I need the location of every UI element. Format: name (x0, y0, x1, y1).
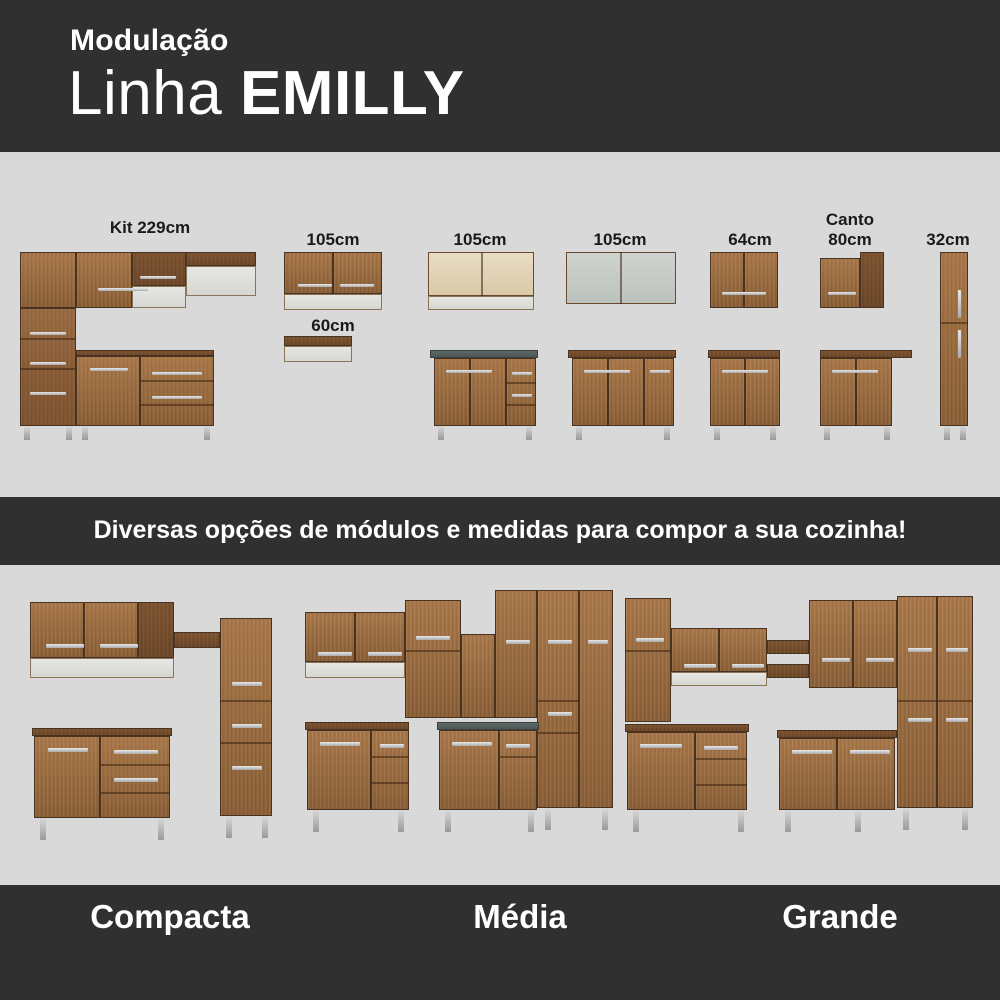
media-handle-d (588, 640, 608, 644)
canto80-lower-top (820, 350, 912, 358)
media-upper-handle-1 (318, 652, 352, 656)
grande-upper-handle-1 (684, 664, 716, 668)
kit-upper-shelf-top (186, 252, 256, 266)
balcao105b-handle-1 (584, 370, 630, 373)
media-lower-handle-1 (320, 742, 360, 746)
canto80-lower-door-2 (856, 358, 892, 426)
kit-upper-door-3 (132, 252, 186, 286)
compacta-upper-3 (138, 602, 174, 658)
compacta-leg-1 (40, 818, 46, 840)
kit-lower-drawers (140, 356, 214, 426)
grande-lower-doors-3 (837, 738, 895, 810)
grande-lower-top-1 (625, 724, 749, 732)
kit-upper-door-2 (76, 252, 132, 308)
media-upper-handle-2 (368, 652, 402, 656)
compacta-niche (30, 658, 174, 678)
balcao64-handle (722, 370, 768, 373)
grande-right-handle-3 (908, 718, 932, 722)
kit-upper-handle-1 (98, 288, 148, 291)
paneleiro32-handle-2 (958, 330, 961, 358)
paneleiro32-leg-1 (944, 426, 950, 440)
balcao64-door-1 (710, 358, 745, 426)
media-lower-top-1 (305, 722, 409, 730)
kit-lower-seam-1 (140, 380, 214, 382)
grande-upper-3 (853, 600, 897, 688)
aereo105-door-1 (284, 252, 333, 294)
grande-right-handle-1 (908, 648, 932, 652)
balcao105a-leg-1 (438, 426, 444, 440)
grande-right-handle-2 (946, 648, 968, 652)
compacta-lower-handle-1 (48, 748, 88, 752)
canto80-upper-handle (828, 292, 856, 295)
caption-corredica-105: 105cm (593, 230, 647, 249)
kit-upper-shelf-open (186, 266, 256, 296)
grande-upper-handle-3 (822, 658, 850, 662)
composition-label-grande: Grande (782, 898, 898, 935)
balcao105a-handle-2 (512, 372, 532, 375)
media-leg-6 (602, 808, 608, 830)
compacta-upper-2 (84, 602, 138, 658)
compacta-upper-1 (30, 602, 84, 658)
kit-leg-1 (24, 426, 30, 440)
aereo60-niche (284, 346, 352, 362)
balcao105b-top (568, 350, 676, 358)
media-lower-handle-4 (506, 744, 530, 748)
media-lower-seam-3 (499, 756, 537, 758)
grande-shelf-1 (767, 640, 809, 654)
media-leg-2 (398, 810, 404, 832)
grande-tall-right-seam (897, 700, 973, 702)
compacta-paneleiro-handle-1 (232, 682, 262, 686)
caption-vidro-105: 105cm (453, 230, 507, 249)
balcao105b-door-3 (644, 358, 674, 426)
grande-leg-1 (633, 810, 639, 832)
compacta-lower-seam-1 (100, 764, 170, 766)
canto80-lower-handle (832, 370, 878, 373)
grande-lower-handle-2 (704, 746, 738, 750)
grande-lower-handle-3 (792, 750, 832, 754)
grande-leg-2 (738, 810, 744, 832)
media-tall-1 (405, 600, 461, 718)
title-word-linha: Linha (68, 59, 223, 128)
balcao64-top (708, 350, 780, 358)
grande-shelf-2 (767, 664, 809, 678)
kit-tall-seam-2 (20, 368, 76, 370)
grande-tall-left-handle (636, 638, 664, 642)
aereo105-niche (284, 294, 382, 310)
balcao105a-drawers (506, 358, 536, 426)
media-lower-handle-2 (380, 744, 404, 748)
compacta-leg-2 (158, 818, 164, 840)
balcao105b-leg-1 (576, 426, 582, 440)
kit-tall-seam-1 (20, 338, 76, 340)
compacta-paneleiro (220, 618, 272, 816)
caption-canto-word: Canto (825, 210, 875, 229)
balcao64-leg-2 (770, 426, 776, 440)
grande-lower-top-2 (777, 730, 897, 738)
balcao64-leg-1 (714, 426, 720, 440)
paneleiro32-body (940, 252, 968, 426)
kit-tall-handle-3 (30, 392, 66, 395)
kit-upper-door-1 (20, 252, 76, 308)
compacta-leg-3 (226, 816, 232, 838)
media-lower-handle-3 (452, 742, 492, 746)
caption-modulo-64: 64cm (728, 230, 772, 249)
media-lower-drawers-2 (499, 730, 537, 810)
grande-leg-5 (903, 808, 909, 830)
grande-lower-drawers-1 (695, 732, 747, 810)
kit-lower-handle-3 (152, 396, 202, 399)
grande-leg-6 (962, 808, 968, 830)
caption-aereo-105: 105cm (306, 230, 360, 249)
title-word-emilly: EMILLY (239, 59, 465, 128)
media-tall-1-handle (416, 636, 450, 640)
media-tall-4 (537, 590, 579, 808)
media-leg-3 (445, 810, 451, 832)
balcao105b-leg-2 (664, 426, 670, 440)
compacta-upper-handle-2 (100, 644, 138, 648)
media-lower-seam-2 (371, 782, 409, 784)
grande-leg-3 (785, 810, 791, 832)
canto80-lower-door-1 (820, 358, 856, 426)
paneleiro32-handle-1 (958, 290, 961, 318)
media-handle-c (548, 712, 572, 716)
modules-band (0, 152, 1000, 497)
compacta-paneleiro-handle-2 (232, 724, 262, 728)
kit-leg-3 (82, 426, 88, 440)
media-handle-b (548, 640, 572, 644)
media-leg-1 (313, 810, 319, 832)
media-tall-5 (579, 590, 613, 808)
caption-aereo-60: 60cm (311, 316, 355, 335)
compacta-leg-4 (262, 816, 268, 838)
media-tall-3 (495, 590, 537, 718)
grande-tall-right-2 (937, 596, 973, 808)
balcao105a-handle-1 (446, 370, 492, 373)
canto80-upper-door (820, 258, 860, 308)
balcao105a-seam-1 (506, 382, 536, 384)
media-lower-drawers-1 (371, 730, 409, 810)
balcao105b-handle-2 (650, 370, 670, 373)
grande-lower-handle-4 (850, 750, 890, 754)
kit-leg-4 (204, 426, 210, 440)
compacta-lower-handle-2 (114, 750, 158, 754)
vidro105-base-rail (428, 296, 534, 310)
grande-lower-doors-2 (779, 738, 837, 810)
kit-lower-door-1 (76, 356, 140, 426)
media-counter-2 (437, 722, 539, 730)
caption-canto-80: 80cm (828, 230, 872, 249)
grande-tall-left-seam (625, 650, 671, 652)
vidro105-glass-seam (481, 252, 483, 296)
aereo64-handle (722, 292, 766, 295)
balcao105a-seam-2 (506, 404, 536, 406)
grande-tall-right-1 (897, 596, 937, 808)
grande-lower-handle-1 (640, 744, 682, 748)
grande-niche (671, 672, 767, 686)
grande-lower-seam-1 (695, 758, 747, 760)
compacta-lower-handle-3 (114, 778, 158, 782)
kit-lower-seam-2 (140, 404, 214, 406)
balcao105b-door-1 (572, 358, 608, 426)
balcao105a-door-2 (470, 358, 506, 426)
balcao105a-door-1 (434, 358, 470, 426)
kit-tall-handle-2 (30, 362, 66, 365)
grande-leg-4 (855, 810, 861, 832)
kit-lower-handle-2 (152, 372, 202, 375)
grande-upper-handle-4 (866, 658, 894, 662)
media-handle-a (506, 640, 530, 644)
kit-tall-handle-1 (30, 332, 66, 335)
media-leg-5 (545, 808, 551, 830)
kit-lower-handle-1 (90, 368, 128, 371)
canto80-leg-1 (824, 426, 830, 440)
balcao64-door-2 (745, 358, 780, 426)
kit-upper-handle-2 (140, 276, 176, 279)
aereo105-handle-1 (298, 284, 332, 287)
slogan-text: Diversas opções de módulos e medidas para compor a sua cozinha! (93, 516, 907, 544)
grande-upper-handle-2 (732, 664, 764, 668)
grande-right-handle-4 (946, 718, 968, 722)
compacta-paneleiro-seam-1 (220, 700, 272, 702)
media-lower-seam-1 (371, 756, 409, 758)
compacta-lower-top (32, 728, 172, 736)
media-leg-4 (528, 810, 534, 832)
composition-label-media: Média (473, 898, 567, 935)
paneleiro32-seam (940, 322, 968, 324)
aereo60-top (284, 336, 352, 346)
caption-kit-229: Kit 229cm (109, 218, 191, 237)
corredica105-seam (620, 252, 622, 304)
compacta-paneleiro-handle-3 (232, 766, 262, 770)
header-kicker: Modulação (70, 24, 229, 57)
paneleiro32-leg-2 (960, 426, 966, 440)
caption-paneleiro-32: 32cm (926, 230, 970, 249)
balcao105b-door-2 (608, 358, 644, 426)
aereo64-door-2 (744, 252, 778, 308)
grande-corner-upper (809, 600, 853, 688)
media-tall-4-seam-2 (537, 732, 579, 734)
media-tall-2 (461, 634, 495, 718)
composition-label-compacta: Compacta (90, 898, 250, 935)
compacta-shelf (174, 632, 220, 648)
compacta-upper-handle-1 (46, 644, 84, 648)
balcao105a-counter (430, 350, 538, 358)
aereo105-handle-2 (340, 284, 374, 287)
aereo64-door-1 (710, 252, 744, 308)
media-niche-1 (305, 662, 405, 678)
media-tall-1-seam (405, 650, 461, 652)
kit-tall-column (20, 308, 76, 426)
aereo105-door-2 (333, 252, 382, 294)
canto80-leg-2 (884, 426, 890, 440)
compacta-lower-drawers (100, 736, 170, 818)
media-tall-4-seam-1 (537, 700, 579, 702)
canto80-upper-side (860, 252, 884, 308)
balcao105a-leg-2 (526, 426, 532, 440)
grande-lower-seam-2 (695, 784, 747, 786)
kit-leg-2 (66, 426, 72, 440)
balcao105a-handle-3 (512, 394, 532, 397)
compacta-lower-seam-2 (100, 792, 170, 794)
compacta-paneleiro-seam-2 (220, 742, 272, 744)
grande-tall-left (625, 598, 671, 722)
page-title (68, 58, 465, 129)
